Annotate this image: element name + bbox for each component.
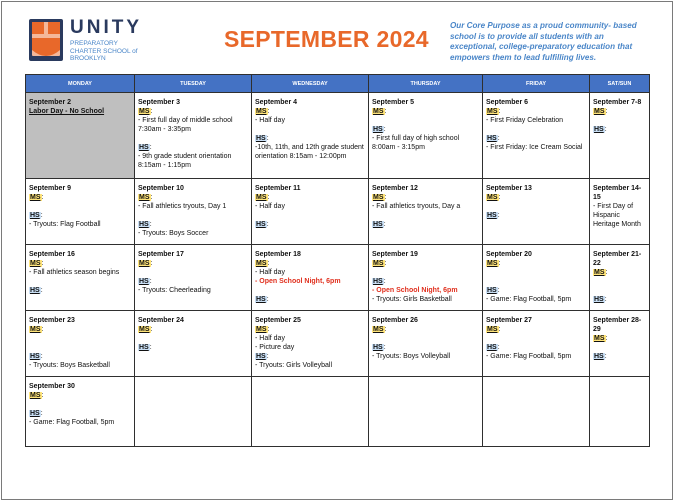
ms-label: MS [30,260,41,267]
day-cell [369,377,483,447]
hs-label: HS [139,144,149,151]
event-item: - Tryouts: Girls Basketball [372,296,452,303]
day-cell [590,179,650,245]
day-cell: September 18 MS: - Half day - Open School Night, 6pm HS: [252,245,369,311]
ms-label: MS [256,108,267,115]
event-item: - Fall athletics tryouts, Day 1 [138,203,227,210]
day-date: September 11 [255,185,301,192]
day-cell: September 9 MS: HS: - Tryouts: Flag Football [26,179,135,245]
ms-label: MS [139,326,150,333]
day-date: September 20 [486,251,532,258]
event-item: - Tryouts: Boys Basketball [29,362,110,369]
hs-label: HS [373,221,383,228]
event-item: - Game: Flag Football, 5pm [486,296,572,303]
event-item: - First full day of middle school 7:30am - 3:35pm [138,117,233,133]
weekday-header: MONDAY [26,75,135,93]
hs-label: HS [256,135,266,142]
day-date: September 2 [29,99,72,106]
event-item-highlight: - Open School Night, 6pm [372,287,458,294]
event-item: - Picture day [255,344,295,351]
ms-label: MS [373,108,384,115]
day-date: September 21-22 [593,251,642,267]
weekday-header: WEDNESDAY [252,75,369,93]
ms-label: MS [30,194,41,201]
core-purpose-text: Our Core Purpose as a proud community- based school is to provide all students with an exceptional, college-preparatory education that empowers them to lead fulfilling lives. [450,21,637,62]
day-cell: September 20 MS: HS: - Game: Flag Football, 5pm [483,245,590,311]
event-item: - Tryouts: Boys Volleyball [372,353,451,360]
day-cell: September 13 MS: HS: [483,179,590,245]
ms-label: MS [373,194,384,201]
ms-label: MS [256,260,267,267]
ms-label: MS [30,326,41,333]
event-item: - Half day [255,117,285,124]
day-date: September 10 [138,185,184,192]
day-date: September 18 [255,251,301,258]
ms-label: MS [487,108,498,115]
ms-label: MS [373,326,384,333]
ms-label: MS [594,108,605,115]
hs-label: HS [139,221,149,228]
weekday-header-row [26,75,650,93]
day-cell: September 21-22 MS: HS: [590,245,650,311]
hs-label: HS [487,287,497,294]
day-date: September 12 [372,185,418,192]
day-cell [26,93,135,179]
hs-label: HS [373,126,383,133]
school-name: UNITY [70,17,142,38]
weekday-header: THURSDAY [369,75,483,93]
day-cell: September 27 MS: HS: - Game: Flag Football, 5pm [483,311,590,377]
day-cell: September 3 MS: - First full day of middle school 7:30am - 3:35pm HS: - 9th grade student orientation 8:15am - 1:15pm [135,93,252,179]
day-date: September 3 [138,99,181,106]
day-cell: September 6 MS: - First Friday Celebration HS: - First Friday: Ice Cream Social [483,93,590,179]
ms-label: MS [487,260,498,267]
event-item: - Half day [255,269,285,276]
unity-logo-icon [28,18,64,62]
hs-label: HS [256,353,266,360]
hs-label: HS [594,353,604,360]
event-item: - 9th grade student orientation 8:15am - 1:15pm [138,153,232,169]
hs-label: HS [256,221,266,228]
weekday-header: TUESDAY [135,75,252,93]
hs-label: HS [256,296,266,303]
event-item: - First full day of high school 8:00am - 3:15pm [372,135,460,151]
week-row [26,245,650,311]
day-date: September 16 [29,251,75,258]
day-cell: September 4 MS: - Half day HS: -10th, 11th, and 12th grade student orientation 8:15am - 12:00pm [252,93,369,179]
hs-label: HS [30,212,40,219]
hs-label: HS [30,287,40,294]
ms-label: MS [373,260,384,267]
day-cell [135,377,252,447]
day-cell: September 23 MS: HS: - Tryouts: Boys Basketball [26,311,135,377]
event-item: - Tryouts: Cheerleading [138,287,211,294]
day-cell [483,377,590,447]
hs-label: HS [487,135,497,142]
hs-label: HS [373,278,383,285]
event-item: - Tryouts: Girls Volleyball [255,362,333,369]
hs-label: HS [139,344,149,351]
day-cell: September 5 MS: HS: - First full day of high school 8:00am - 3:15pm [369,93,483,179]
event-item: -10th, 11th, and 12th grade student orientation 8:15am - 12:00pm [255,144,364,160]
day-date: September 30 [29,383,75,390]
ms-label: MS [139,194,150,201]
day-cell: September 28-29 MS: HS: [590,311,650,377]
day-date: September 24 [138,317,184,324]
week-row [26,377,650,447]
month-title: SEPTEMBER 2024 [224,26,429,52]
event-item: - Game: Flag Football, 5pm [29,419,115,426]
hs-label: HS [594,296,604,303]
day-cell: September 10 MS: - Fall athletics tryouts, Day 1 HS: - Tryouts: Boys Soccer [135,179,252,245]
day-date: September 4 [255,99,298,106]
hs-label: HS [487,212,497,219]
event-item-highlight: - Open School Night, 6pm [255,278,341,285]
day-cell: September 25 MS: - Half day - Picture day HS: - Tryouts: Girls Volleyball [252,311,369,377]
day-cell: September 12 MS: - Fall athletics tryouts, Day a HS: [369,179,483,245]
event-item: - Fall athletics tryouts, Day a [372,203,461,210]
hs-label: HS [594,126,604,133]
day-date: September 14-15 [593,185,642,201]
day-date: September 27 [486,317,532,324]
weekday-header: SAT/SUN [590,75,650,93]
school-subtitle: PREPARATORY CHARTER SCHOOL of BROOKLYN [70,40,138,62]
ms-label: MS [30,392,41,399]
ms-label: MS [487,194,498,201]
event-item: - Game: Flag Football, 5pm [486,353,572,360]
day-cell: September 26 MS: HS: - Tryouts: Boys Volleyball [369,311,483,377]
week-row [26,179,650,245]
day-cell: September 16 MS: - Fall athletics season begins HS: [26,245,135,311]
ms-label: MS [487,326,498,333]
ms-label: MS [139,108,150,115]
hs-label: HS [373,344,383,351]
holiday-label: Labor Day - No School [29,108,105,115]
hs-label: HS [139,278,149,285]
day-cell [252,377,369,447]
event-item: - First Day of Hispanic Heritage Month [593,203,641,228]
calendar-table [25,74,650,447]
day-cell: September 17 MS: HS: - Tryouts: Cheerleading [135,245,252,311]
day-date: September 23 [29,317,75,324]
weekday-header: FRIDAY [483,75,590,93]
day-cell: September 19 MS: HS: - Open School Night, 6pm - Tryouts: Girls Basketball [369,245,483,311]
day-date: September 17 [138,251,184,258]
day-cell [590,377,650,447]
ms-label: MS [594,269,605,276]
day-cell: September 7-8 MS: HS: [590,93,650,179]
event-item: - Half day [255,335,285,342]
day-date: September 25 [255,317,301,324]
day-date: September 5 [372,99,415,106]
day-date: September 19 [372,251,418,258]
day-date: September 28-29 [593,317,642,333]
event-item: - Tryouts: Boys Soccer [138,230,209,237]
day-cell: September 11 MS: - Half day HS: [252,179,369,245]
hs-label: HS [30,410,40,417]
ms-label: MS [256,326,267,333]
week-row [26,311,650,377]
school-brand [70,18,150,63]
event-item: - Fall athletics season begins [29,269,120,276]
hs-label: HS [487,344,497,351]
ms-label: MS [256,194,267,201]
ms-label: MS [594,335,605,342]
week-row [26,93,650,179]
ms-label: MS [139,260,150,267]
day-date: September 9 [29,185,72,192]
event-item: - First Friday: Ice Cream Social [486,144,583,151]
day-date: September 6 [486,99,529,106]
hs-label: HS [30,353,40,360]
event-item: - First Friday Celebration [486,117,564,124]
day-date: September 7-8 [593,99,642,106]
event-item: - Tryouts: Flag Football [29,221,101,228]
day-cell: September 30 MS: HS: - Game: Flag Football, 5pm [26,377,135,447]
event-item: - Half day [255,203,285,210]
day-cell: September 24 MS: HS: [135,311,252,377]
day-date: September 26 [372,317,418,324]
day-date: September 13 [486,185,532,192]
